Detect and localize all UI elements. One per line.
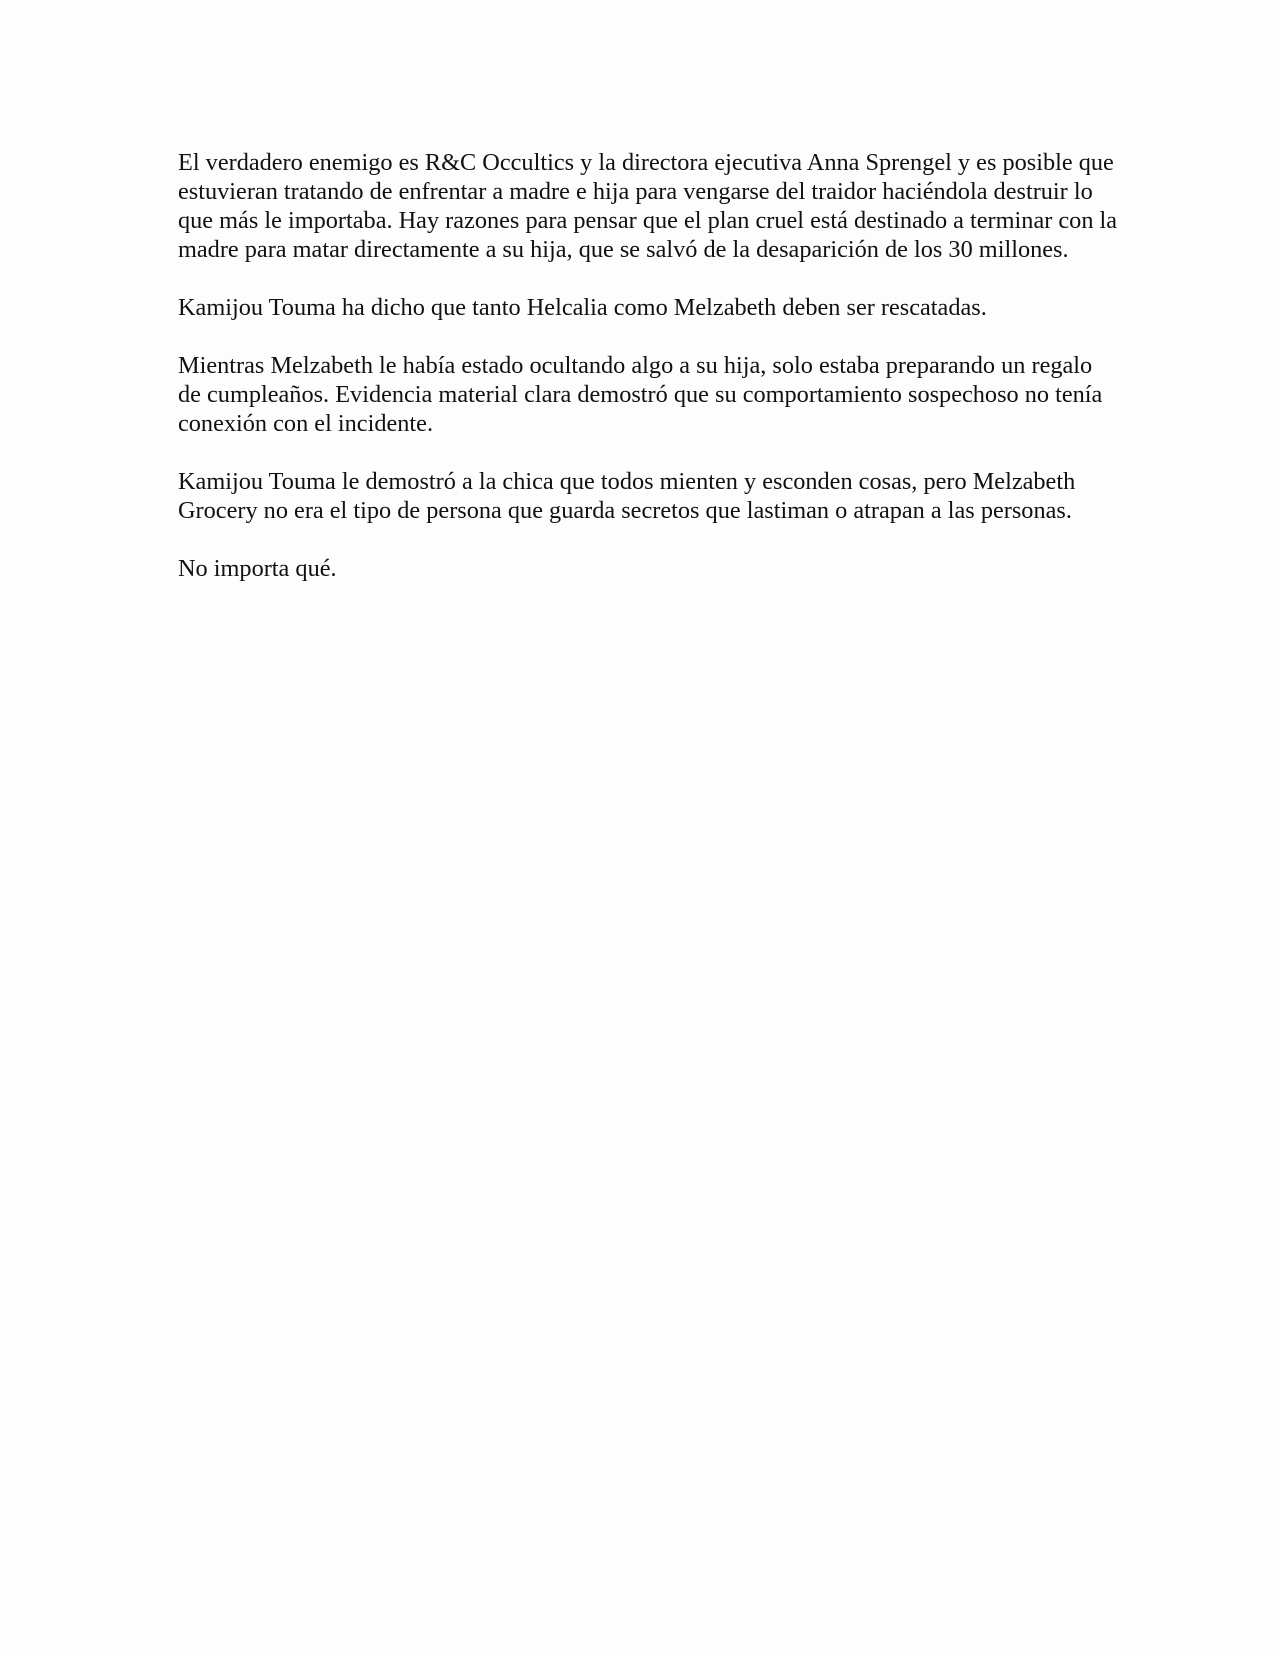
paragraph-1: El verdadero enemigo es R&C Occultics y la directora ejecutiva Anna Sprengel y es posible que estuvieran tratando de enfrentar a madre e hija para vengarse del traidor haciéndola destruir lo que más le importaba. Hay razones para pensar que el plan cruel está destinado a terminar con la madre para matar directamente a su hija, que se salvó de la desaparición de los 30 millones. bbox=[178, 149, 1118, 263]
paragraph-2: Kamijou Touma ha dicho que tanto Helcalia como Melzabeth deben ser rescatadas. bbox=[178, 294, 987, 321]
paragraph-5: No importa qué. bbox=[178, 555, 337, 582]
paragraph-3: Mientras Melzabeth le había estado ocultando algo a su hija, solo estaba preparando un regalo de cumpleaños. Evidencia material clara demostró que su comportamiento sospechoso no tenía conexión con el incidente. bbox=[178, 352, 1103, 437]
paragraph-4: Kamijou Touma le demostró a la chica que todos mienten y esconden cosas, pero Melzabeth Grocery no era el tipo de persona que guarda secretos que lastiman o atrapan a las personas. bbox=[178, 468, 1076, 524]
document-body bbox=[178, 148, 1118, 612]
